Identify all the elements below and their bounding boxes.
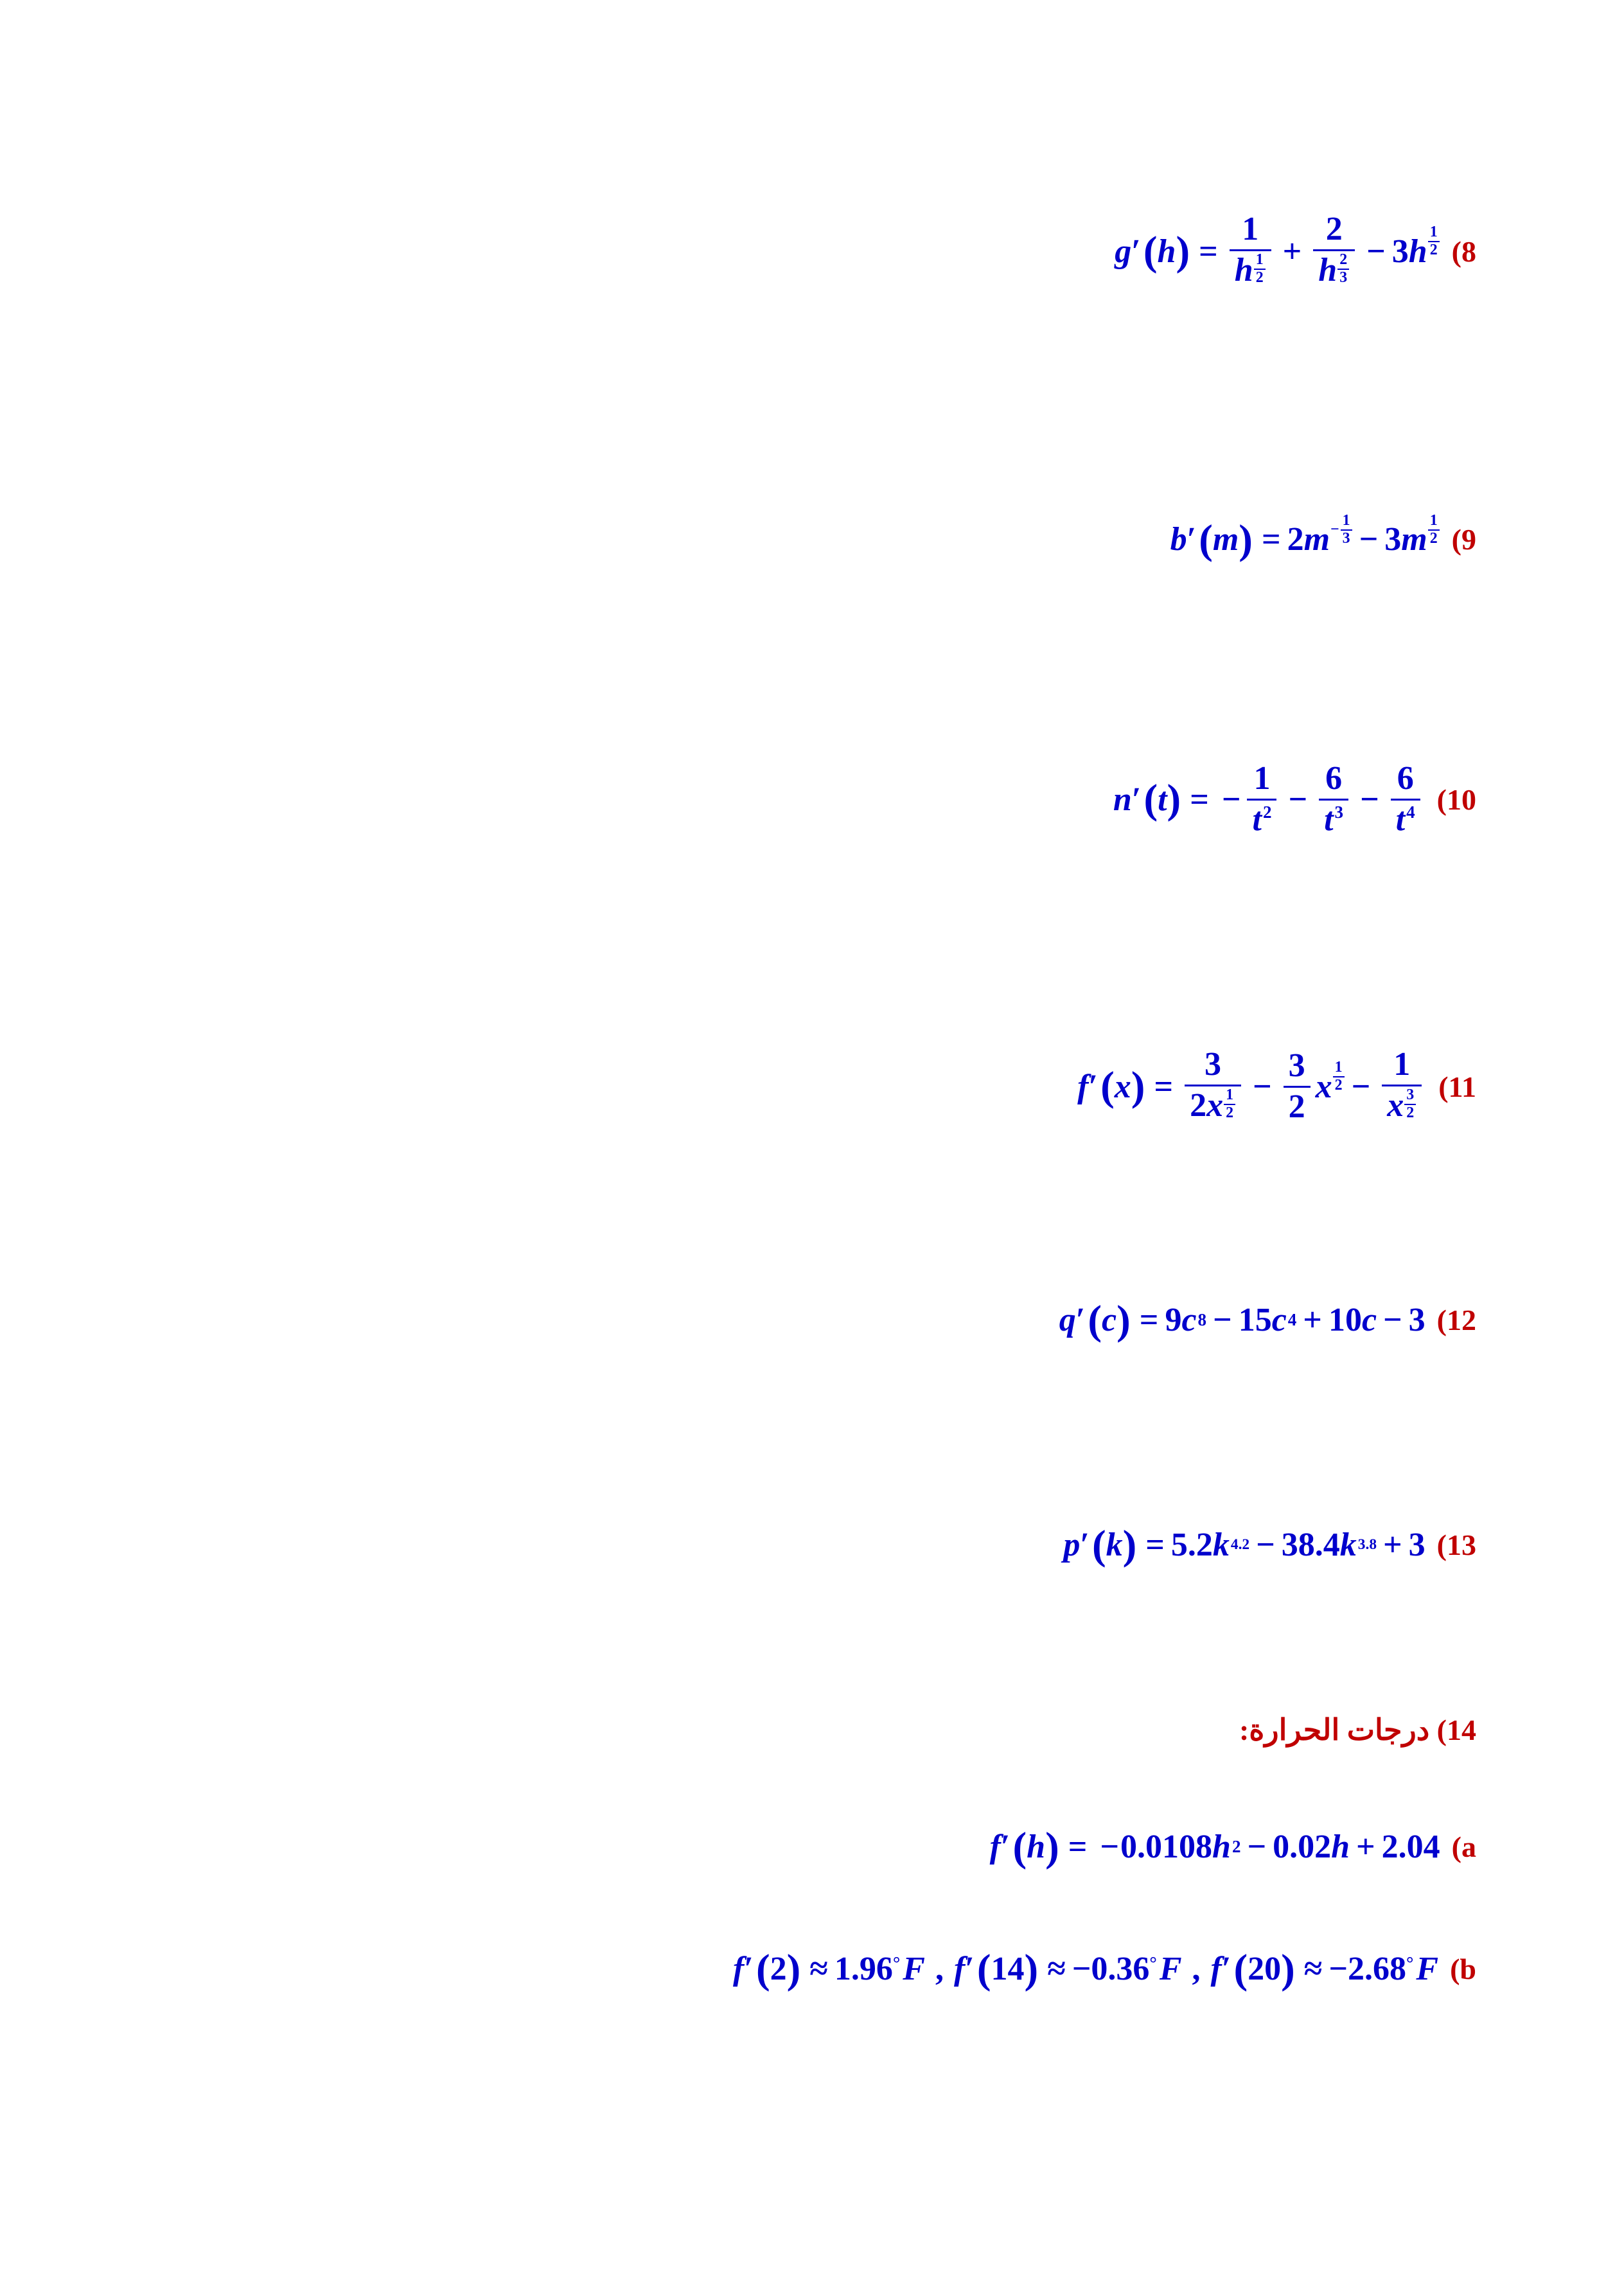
- item-number-9: (9: [1451, 523, 1476, 556]
- fraction-1: [1185, 1047, 1241, 1126]
- fraction-numerator: 6: [1397, 760, 1414, 797]
- denominator-base: t: [1395, 801, 1406, 838]
- variable: c: [1271, 1302, 1287, 1338]
- item-number-8: (8: [1451, 235, 1476, 268]
- paren-open: (: [1199, 516, 1213, 563]
- argument: 2: [770, 1951, 787, 1987]
- expression-10: [1113, 761, 1425, 837]
- fraction-1: [1230, 212, 1271, 290]
- approx-sign: ≈: [1047, 1951, 1066, 1987]
- function-name: p: [1063, 1527, 1081, 1563]
- function-name: n: [1113, 781, 1132, 818]
- fraction-denominator: [1391, 799, 1420, 838]
- denominator-base: h: [1318, 251, 1337, 288]
- paren-close: ): [1176, 228, 1190, 275]
- exp-denominator: 2: [1428, 529, 1440, 547]
- exponent-fraction: [1224, 1088, 1235, 1121]
- exponent: 8: [1197, 1310, 1207, 1329]
- paren-open: (: [1100, 1063, 1115, 1110]
- coefficient: 15: [1238, 1302, 1272, 1338]
- fraction-3: [1391, 761, 1420, 837]
- coefficient: 5.2: [1170, 1527, 1213, 1563]
- exponent-fraction: [1333, 1060, 1345, 1094]
- exponent: 3.8: [1357, 1536, 1377, 1553]
- variable: t: [1158, 781, 1167, 818]
- expression-14b: [733, 1945, 1439, 1992]
- minus-sign: −: [1213, 1302, 1232, 1338]
- paren-close: ): [1167, 776, 1181, 823]
- fraction-denominator: [1185, 1085, 1241, 1126]
- denominator-base: h: [1234, 251, 1253, 288]
- fraction-3: [1382, 1047, 1422, 1126]
- minus-sign: −: [1256, 1527, 1275, 1563]
- degree-symbol: °: [1149, 1954, 1157, 1974]
- function-name: f: [1077, 1068, 1089, 1105]
- minus-sign: −: [1288, 781, 1308, 818]
- paren-close: ): [786, 1945, 801, 1992]
- approx-sign: ≈: [809, 1951, 828, 1987]
- comma: ,: [1192, 1951, 1201, 1987]
- item-number-14b: (b: [1450, 1953, 1476, 1985]
- fraction-numerator: 1: [1253, 760, 1271, 797]
- denominator-base: x: [1387, 1086, 1404, 1124]
- prime-symbol: ′: [1221, 1951, 1231, 1987]
- function-name: g: [1115, 233, 1132, 270]
- constant: 2.04: [1381, 1829, 1440, 1865]
- equals-sign: =: [1154, 1068, 1174, 1105]
- variable: c: [1102, 1302, 1117, 1338]
- variable: x: [1114, 1068, 1131, 1105]
- fraction-numerator: 1: [1393, 1046, 1411, 1083]
- variable: k: [1106, 1527, 1123, 1563]
- exp-denominator: 2: [1224, 1104, 1235, 1121]
- fraction-numerator: 3: [1288, 1047, 1305, 1084]
- prime-symbol: ′: [1000, 1829, 1011, 1865]
- unit: F: [1416, 1951, 1439, 1987]
- fraction-denominator: [1382, 1085, 1422, 1126]
- exp-numerator: 1: [1255, 251, 1264, 269]
- paren-open: (: [1088, 1297, 1102, 1343]
- exp-numerator: 1: [1429, 224, 1438, 241]
- expression-12: [1059, 1297, 1425, 1343]
- paren-open: (: [1233, 1945, 1248, 1992]
- exponent: 4: [1406, 802, 1415, 822]
- answer-row-14a: [989, 1823, 1476, 1870]
- answer-row-12: [1059, 1297, 1476, 1343]
- exponent: 2: [1262, 802, 1272, 822]
- argument: 14: [991, 1951, 1025, 1987]
- approx-sign: ≈: [1303, 1951, 1323, 1987]
- paren-open: (: [1143, 228, 1158, 275]
- minus-sign: −: [1360, 781, 1379, 818]
- plus-sign: +: [1303, 1302, 1322, 1338]
- paren-open: (: [1091, 1521, 1106, 1568]
- denominator-base: t: [1324, 801, 1334, 838]
- coefficient: 3: [1384, 521, 1402, 558]
- variable: h: [1027, 1829, 1046, 1865]
- degree-symbol: °: [892, 1954, 901, 1974]
- prime-symbol: ′: [744, 1951, 754, 1987]
- fraction-2: [1319, 761, 1348, 837]
- expression-8: [1115, 212, 1440, 290]
- denominator-coefficient: 2: [1190, 1086, 1207, 1124]
- comma: ,: [935, 1951, 944, 1987]
- prime-symbol: ′: [1088, 1068, 1099, 1105]
- denominator-base: x: [1206, 1086, 1224, 1124]
- variable: h: [1212, 1829, 1231, 1865]
- exp-numerator: 1: [1429, 511, 1438, 529]
- paren-open: (: [755, 1945, 770, 1992]
- paren-close: ): [1122, 1521, 1137, 1568]
- exponent: 4.2: [1230, 1536, 1250, 1553]
- answer-row-10: [1113, 761, 1476, 837]
- variable: h: [1408, 233, 1427, 270]
- variable: h: [1157, 233, 1176, 270]
- plus-sign: +: [1383, 1527, 1402, 1563]
- exp-denominator: 2: [1428, 241, 1440, 258]
- paren-close: ): [1281, 1945, 1295, 1992]
- exponent-fraction: [1337, 253, 1349, 286]
- equals-sign: =: [1139, 1302, 1159, 1338]
- paren-close: ): [1239, 516, 1253, 563]
- section-heading-14: 14) درجات الحرارة:: [1239, 1714, 1476, 1746]
- fraction-denominator: [1247, 799, 1276, 838]
- exp-denominator: 3: [1341, 529, 1352, 547]
- answer-row-9: [1170, 511, 1476, 563]
- item-number-14a: (a: [1451, 1830, 1476, 1863]
- function-name: f: [989, 1829, 1001, 1865]
- fraction-denominator: [1230, 249, 1271, 291]
- coefficient: 38.4: [1281, 1527, 1340, 1563]
- answer-row-8: [1115, 212, 1476, 290]
- exponent-fraction: [1428, 513, 1440, 547]
- paren-close: ): [1116, 1297, 1131, 1343]
- exp-sign: −: [1330, 520, 1339, 538]
- coefficient: 2: [1287, 521, 1304, 558]
- exp-denominator: 3: [1337, 269, 1349, 286]
- fraction-numerator: 1: [1242, 211, 1259, 247]
- exp-denominator: 2: [1254, 269, 1266, 286]
- leading-minus: −: [1221, 781, 1241, 818]
- prime-symbol: ′: [1131, 233, 1141, 270]
- fraction-denominator: 2: [1284, 1086, 1311, 1125]
- exp-numerator: 1: [1226, 1086, 1234, 1104]
- equals-sign: =: [1190, 781, 1209, 818]
- plus-sign: +: [1282, 233, 1302, 270]
- expression-9: [1170, 511, 1440, 563]
- variable: c: [1361, 1302, 1377, 1338]
- fraction-denominator: [1313, 249, 1355, 291]
- unit: F: [903, 1951, 925, 1987]
- exponent: 2: [1231, 1837, 1241, 1856]
- item-number-13: (13: [1436, 1529, 1476, 1561]
- paren-open: (: [1012, 1823, 1027, 1870]
- item-number-12: (12: [1436, 1304, 1476, 1336]
- equals-sign: =: [1199, 233, 1218, 270]
- constant: 3: [1408, 1527, 1425, 1563]
- minus-sign: −: [1359, 521, 1379, 558]
- leading-minus: −: [1100, 1829, 1120, 1865]
- paren-close: ): [1131, 1063, 1145, 1110]
- exp-numerator: 3: [1406, 1086, 1415, 1104]
- exp-denominator: 2: [1404, 1104, 1416, 1121]
- fraction-2: [1313, 212, 1355, 290]
- variable: x: [1315, 1068, 1332, 1105]
- prime-symbol: ′: [965, 1951, 975, 1987]
- variable: m: [1303, 521, 1330, 558]
- value: −0.36: [1072, 1951, 1150, 1987]
- variable: m: [1212, 521, 1239, 558]
- expression-13: [1063, 1521, 1425, 1568]
- fraction-numerator: 3: [1205, 1046, 1222, 1083]
- exp-denominator: 2: [1333, 1076, 1345, 1094]
- answer-row-13: [1063, 1521, 1476, 1568]
- equals-sign: =: [1145, 1527, 1165, 1563]
- argument: 20: [1248, 1951, 1282, 1987]
- minus-sign: −: [1247, 1829, 1267, 1865]
- equals-sign: =: [1068, 1829, 1088, 1865]
- function-name: f: [1210, 1951, 1222, 1987]
- variable: c: [1181, 1302, 1197, 1338]
- minus-sign: −: [1253, 1068, 1272, 1105]
- function-name: f: [953, 1951, 966, 1987]
- function-name: b: [1170, 521, 1187, 558]
- expression-14a: [989, 1823, 1440, 1870]
- exponent: 3: [1334, 802, 1344, 822]
- coefficient: 3: [1391, 233, 1409, 270]
- fraction-2: [1284, 1049, 1311, 1124]
- variable: h: [1331, 1829, 1350, 1865]
- degree-symbol: °: [1406, 1954, 1414, 1974]
- denominator-base: t: [1252, 801, 1262, 838]
- exponent-fraction: [1330, 513, 1352, 547]
- paren-open: (: [1143, 776, 1158, 823]
- prime-symbol: ′: [1131, 781, 1142, 818]
- fraction-1: [1247, 761, 1276, 837]
- exponent-fraction: [1404, 1088, 1416, 1121]
- paren-close: ): [1045, 1823, 1059, 1870]
- minus-sign: −: [1366, 233, 1386, 270]
- unit: F: [1159, 1951, 1182, 1987]
- prime-symbol: ′: [1075, 1302, 1086, 1338]
- function-name: q: [1059, 1302, 1076, 1338]
- exponent-fraction: [1428, 225, 1440, 258]
- minus-sign: −: [1383, 1302, 1402, 1338]
- variable: k: [1212, 1527, 1230, 1563]
- item-number-10: (10: [1436, 783, 1476, 816]
- value: 1.96: [834, 1951, 893, 1987]
- answer-row-11: [1077, 1047, 1476, 1126]
- exp-numerator: 1: [1334, 1059, 1343, 1076]
- paren-open: (: [976, 1945, 991, 1992]
- coefficient: 0.02: [1273, 1829, 1332, 1865]
- function-name: f: [733, 1951, 745, 1987]
- fraction-numerator: 2: [1325, 211, 1343, 247]
- constant: 3: [1408, 1302, 1425, 1338]
- variable: m: [1401, 521, 1427, 558]
- exp-numerator: 1: [1342, 511, 1350, 529]
- exponent-fraction: [1254, 253, 1266, 286]
- fraction-numerator: 6: [1325, 760, 1343, 797]
- variable: k: [1339, 1527, 1357, 1563]
- item-number-11: (11: [1438, 1070, 1476, 1103]
- equals-sign: =: [1261, 521, 1281, 558]
- coefficient: 9: [1165, 1302, 1182, 1338]
- coefficient: 10: [1328, 1302, 1362, 1338]
- prime-symbol: ′: [1080, 1527, 1090, 1563]
- value: −2.68: [1328, 1951, 1406, 1987]
- minus-sign: −: [1351, 1068, 1371, 1105]
- plus-sign: +: [1356, 1829, 1375, 1865]
- fraction-denominator: [1319, 799, 1348, 838]
- prime-symbol: ′: [1187, 521, 1197, 558]
- exp-numerator: 2: [1339, 251, 1348, 269]
- answer-row-14b: [733, 1945, 1476, 1992]
- exponent: 4: [1287, 1310, 1297, 1329]
- expression-11: [1077, 1047, 1427, 1126]
- paren-close: ): [1024, 1945, 1039, 1992]
- coefficient: 0.0108: [1120, 1829, 1213, 1865]
